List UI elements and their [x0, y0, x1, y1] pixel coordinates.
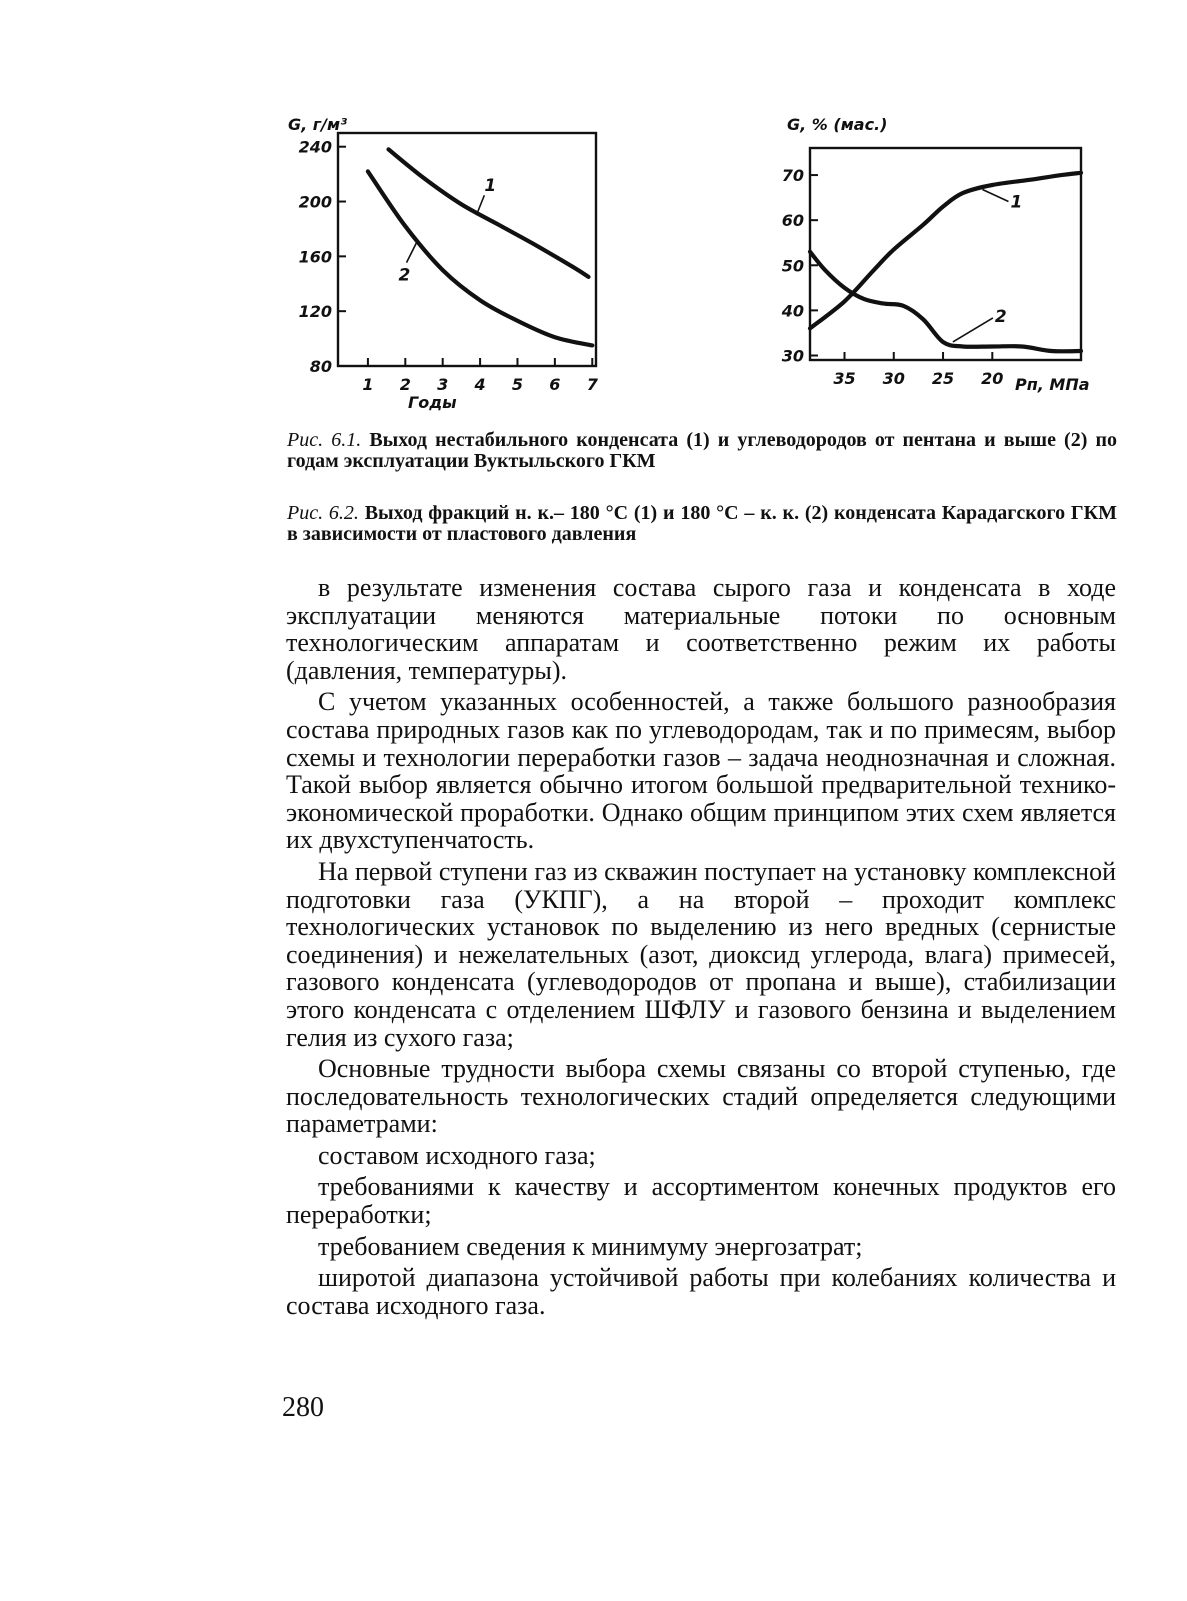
x-tick-label: 20 — [981, 369, 1004, 388]
x-tick-label: 1 — [362, 375, 374, 394]
series-label-2: 2 — [398, 265, 411, 286]
figure-6-1-plot — [280, 108, 610, 418]
caption-text: Выход фракций н. к.– 180 °С (1) и 180 °С – к. к. (2) конденсата Карадагского ГКМ в зависимости от пластового давления — [287, 502, 1117, 545]
y-tick-label: 60 — [781, 211, 804, 231]
x-tick-label: 2 — [399, 375, 411, 394]
leader-line — [982, 189, 1008, 201]
y-tick-label: 160 — [298, 247, 332, 267]
paragraph: Основные трудности выбора схемы связаны со второй ступенью, где последовательность технологических стадий определяется следующими параметрами: — [286, 1054, 1116, 1139]
series-line-1 — [810, 173, 1081, 329]
leader-line — [476, 195, 484, 215]
y-tick-label: 200 — [298, 192, 332, 212]
leader-line — [953, 318, 993, 342]
x-tick-label: 4 — [474, 375, 486, 394]
x-tick-label: 5 — [511, 375, 524, 394]
body-text — [286, 574, 1116, 1319]
caption-lead: Рис. 6.2. — [287, 502, 359, 524]
leader-line — [407, 243, 417, 263]
y-tick-label: 70 — [781, 166, 804, 186]
y-tick-label: 30 — [781, 346, 804, 366]
figure-6-2-plot — [775, 108, 1105, 418]
series-label-1: 1 — [484, 176, 497, 197]
x-tick-label: 25 — [931, 369, 955, 388]
y-axis-label: G, г/м³ — [288, 115, 348, 134]
y-tick-label: 40 — [781, 301, 804, 321]
paragraph: широтой диапазона устойчивой работы при колебаниях количества и состава исходного газа. — [286, 1263, 1116, 1320]
series-label-1: 1 — [1010, 192, 1023, 213]
series-line-1 — [389, 149, 589, 277]
x-tick-label: 3 — [437, 375, 449, 394]
paragraph: требованиями к качеству и ассортиментом конечных продуктов его переработки; — [286, 1172, 1116, 1230]
y-axis-label: G, % (мас.) — [787, 115, 888, 134]
paragraph: На первой ступени газ из скважин поступает на установку комплексной подготовки газа (УКПГ), а на второй – проходит комплекс технологических установок по выделению из него вредных (сернистые соединения) и нежелательных (азот, диоксид углерода, влага) примесей, газового конденсата (углеводородов от пропана и выше), стабилизации этого конденсата с отделением ШФЛУ и газового бензина и выделением гелия из сухого газа; — [286, 856, 1116, 1052]
figure-6-2 — [775, 108, 1105, 418]
x-tick-label: 7 — [586, 375, 598, 394]
x-tick-label: 35 — [833, 369, 856, 388]
x-tick-label: 30 — [882, 369, 905, 388]
x-tick-label: 6 — [549, 375, 561, 394]
paragraph: требованием сведения к минимуму энергозатрат; — [318, 1231, 863, 1261]
x-axis-label: Годы — [408, 393, 457, 412]
plot-frame — [338, 133, 596, 366]
caption-lead: Рис. 6.1. — [287, 429, 362, 451]
y-tick-label: 80 — [309, 357, 332, 376]
paragraph: в результате изменения состава сырого газа и конденсата в ходе эксплуатации меняются материальные потоки по основным технологическим аппаратам и соответственно режим их работы (давления, температуры). — [286, 573, 1116, 685]
series-line-2 — [810, 252, 1081, 352]
figure-6-1 — [280, 108, 610, 418]
paragraph: С учетом указанных особенностей, а также большого разнообразия состава природных газов как по углеводородам, так и по примесям, выбор схемы и технологии переработки газов – задача неоднозначная и сложная. Такой выбор является обычно итогом большой предварительной технико-экономической проработки. Однако общим принципом этих схем является их двухступенчатость. — [286, 687, 1116, 855]
y-tick-label: 120 — [298, 302, 332, 322]
figure-6-1-caption — [287, 430, 1117, 472]
y-tick-label: 240 — [298, 137, 332, 157]
series-label-2: 2 — [994, 306, 1007, 327]
paragraph: составом исходного газа; — [318, 1140, 596, 1170]
x-axis-label: Pп, МПа — [1015, 375, 1090, 394]
y-tick-label: 50 — [781, 256, 804, 276]
figure-6-2-caption — [287, 503, 1117, 545]
caption-text: Выход нестабильного конденсата (1) и углеводородов от пентана и выше (2) по годам эксплуатации Вуктыльского ГКМ — [287, 429, 1118, 472]
page-number: 280 — [282, 1392, 324, 1423]
